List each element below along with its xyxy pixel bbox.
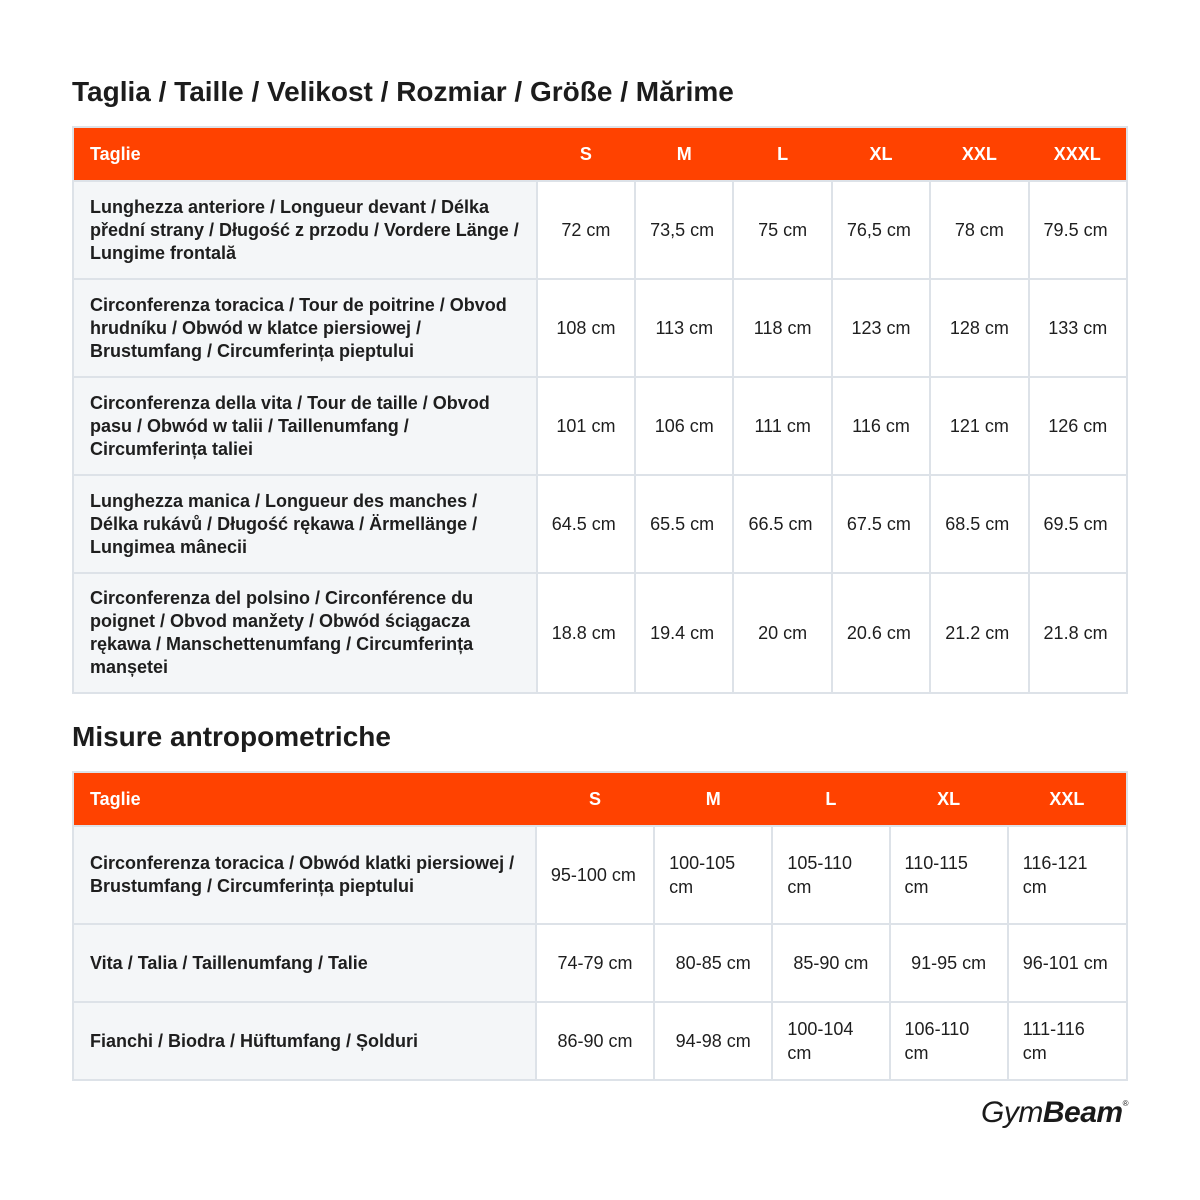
table-cell: 94-98 cm — [654, 1002, 772, 1080]
table-cell: 118 cm — [733, 279, 831, 377]
table-cell: 80-85 cm — [654, 924, 772, 1002]
table-cell: 73,5 cm — [635, 181, 733, 279]
table-row — [73, 279, 1127, 377]
table-row — [73, 924, 1127, 1002]
table-cell: 100-105 cm — [654, 826, 772, 924]
table-cell: 111-116 cm — [1008, 1002, 1127, 1080]
table-header-row — [73, 772, 1127, 826]
table-cell: 100-104 cm — [772, 1002, 889, 1080]
table-cell: 78 cm — [930, 181, 1028, 279]
header-cell-size: XXL — [930, 127, 1028, 181]
table-cell: 111 cm — [733, 377, 831, 475]
logo-text-gym: Gym — [981, 1096, 1043, 1129]
row-label: Circonferenza toracica / Obwód klatki piersiowej / Brustumfang / Circumferința pieptului — [73, 826, 536, 924]
header-cell-size: S — [537, 127, 635, 181]
table-cell: 108 cm — [537, 279, 635, 377]
table-cell: 91-95 cm — [890, 924, 1008, 1002]
header-cell-size: L — [772, 772, 889, 826]
table-cell: 85-90 cm — [772, 924, 889, 1002]
table-row — [73, 573, 1127, 693]
row-label: Lunghezza anteriore / Longueur devant / Délka přední strany / Długość z przodu / Vordere Länge / Lungime frontală — [73, 181, 537, 279]
table-cell: 128 cm — [930, 279, 1028, 377]
header-cell-size: L — [733, 127, 831, 181]
table-cell: 113 cm — [635, 279, 733, 377]
table-cell: 21.2 cm — [930, 573, 1028, 693]
table-cell: 126 cm — [1029, 377, 1127, 475]
table-row — [73, 1002, 1127, 1080]
table-cell: 19.4 cm — [635, 573, 733, 693]
garment-size-table — [72, 126, 1128, 694]
table-cell: 106 cm — [635, 377, 733, 475]
table-cell: 74-79 cm — [536, 924, 654, 1002]
size-chart-title: Taglia / Taille / Velikost / Rozmiar / Größe / Mărime — [72, 76, 734, 107]
table-cell: 20 cm — [733, 573, 831, 693]
header-cell-size: M — [635, 127, 733, 181]
table-cell: 116 cm — [832, 377, 930, 475]
table-header-row — [73, 127, 1127, 181]
header-cell-size: XL — [890, 772, 1008, 826]
row-label: Circonferenza toracica / Tour de poitrine / Obvod hrudníku / Obwód w klatce piersiowej / Brustumfang / Circumferința pieptului — [73, 279, 537, 377]
table-cell: 76,5 cm — [832, 181, 930, 279]
table-cell: 20.6 cm — [832, 573, 930, 693]
header-cell-label: Taglie — [73, 127, 537, 181]
table-cell: 68.5 cm — [930, 475, 1028, 573]
table-cell: 96-101 cm — [1008, 924, 1127, 1002]
table-cell: 66.5 cm — [733, 475, 831, 573]
row-label: Circonferenza del polsino / Circonférence du poignet / Obvod manžety / Obwód ściągacza rękawa / Manschettenumfang / Circumferința manșetei — [73, 573, 537, 693]
table-cell: 67.5 cm — [832, 475, 930, 573]
header-cell-size: XXXL — [1029, 127, 1127, 181]
table-cell: 72 cm — [537, 181, 635, 279]
table-cell: 86-90 cm — [536, 1002, 654, 1080]
table-cell: 95-100 cm — [536, 826, 654, 924]
body-measurement-table — [72, 771, 1128, 1081]
table-cell: 64.5 cm — [537, 475, 635, 573]
table-cell: 101 cm — [537, 377, 635, 475]
header-cell-size: S — [536, 772, 654, 826]
header-cell-size: XXL — [1008, 772, 1127, 826]
row-label: Circonferenza della vita / Tour de taille / Obvod pasu / Obwód w talii / Taillenumfang / Circumferința taliei — [73, 377, 537, 475]
table-cell: 69.5 cm — [1029, 475, 1127, 573]
row-label: Fianchi / Biodra / Hüftumfang / Șolduri — [73, 1002, 536, 1080]
table-cell: 110-115 cm — [890, 826, 1008, 924]
table-row — [73, 181, 1127, 279]
table-cell: 133 cm — [1029, 279, 1127, 377]
table-cell: 121 cm — [930, 377, 1028, 475]
table-cell: 65.5 cm — [635, 475, 733, 573]
anthropometric-title: Misure antropometriche — [72, 721, 391, 752]
logo-text-beam: Beam — [1042, 1096, 1123, 1129]
table-cell: 123 cm — [832, 279, 930, 377]
row-label: Lunghezza manica / Longueur des manches / Délka rukávů / Długość rękawa / Ärmellänge / Lungimea mânecii — [73, 475, 537, 573]
table-cell: 21.8 cm — [1029, 573, 1127, 693]
registered-mark: ® — [1122, 1099, 1128, 1108]
header-cell-size: XL — [832, 127, 930, 181]
table-cell: 105-110 cm — [772, 826, 889, 924]
header-cell-size: M — [654, 772, 772, 826]
table-row — [73, 475, 1127, 573]
table-cell: 75 cm — [733, 181, 831, 279]
header-cell-label: Taglie — [73, 772, 536, 826]
table-cell: 79.5 cm — [1029, 181, 1127, 279]
table-row — [73, 377, 1127, 475]
table-cell: 116-121 cm — [1008, 826, 1127, 924]
table-cell: 106-110 cm — [890, 1002, 1008, 1080]
gymbeam-logo — [981, 1098, 1128, 1128]
row-label: Vita / Talia / Taillenumfang / Talie — [73, 924, 536, 1002]
table-row — [73, 826, 1127, 924]
table-cell: 18.8 cm — [537, 573, 635, 693]
